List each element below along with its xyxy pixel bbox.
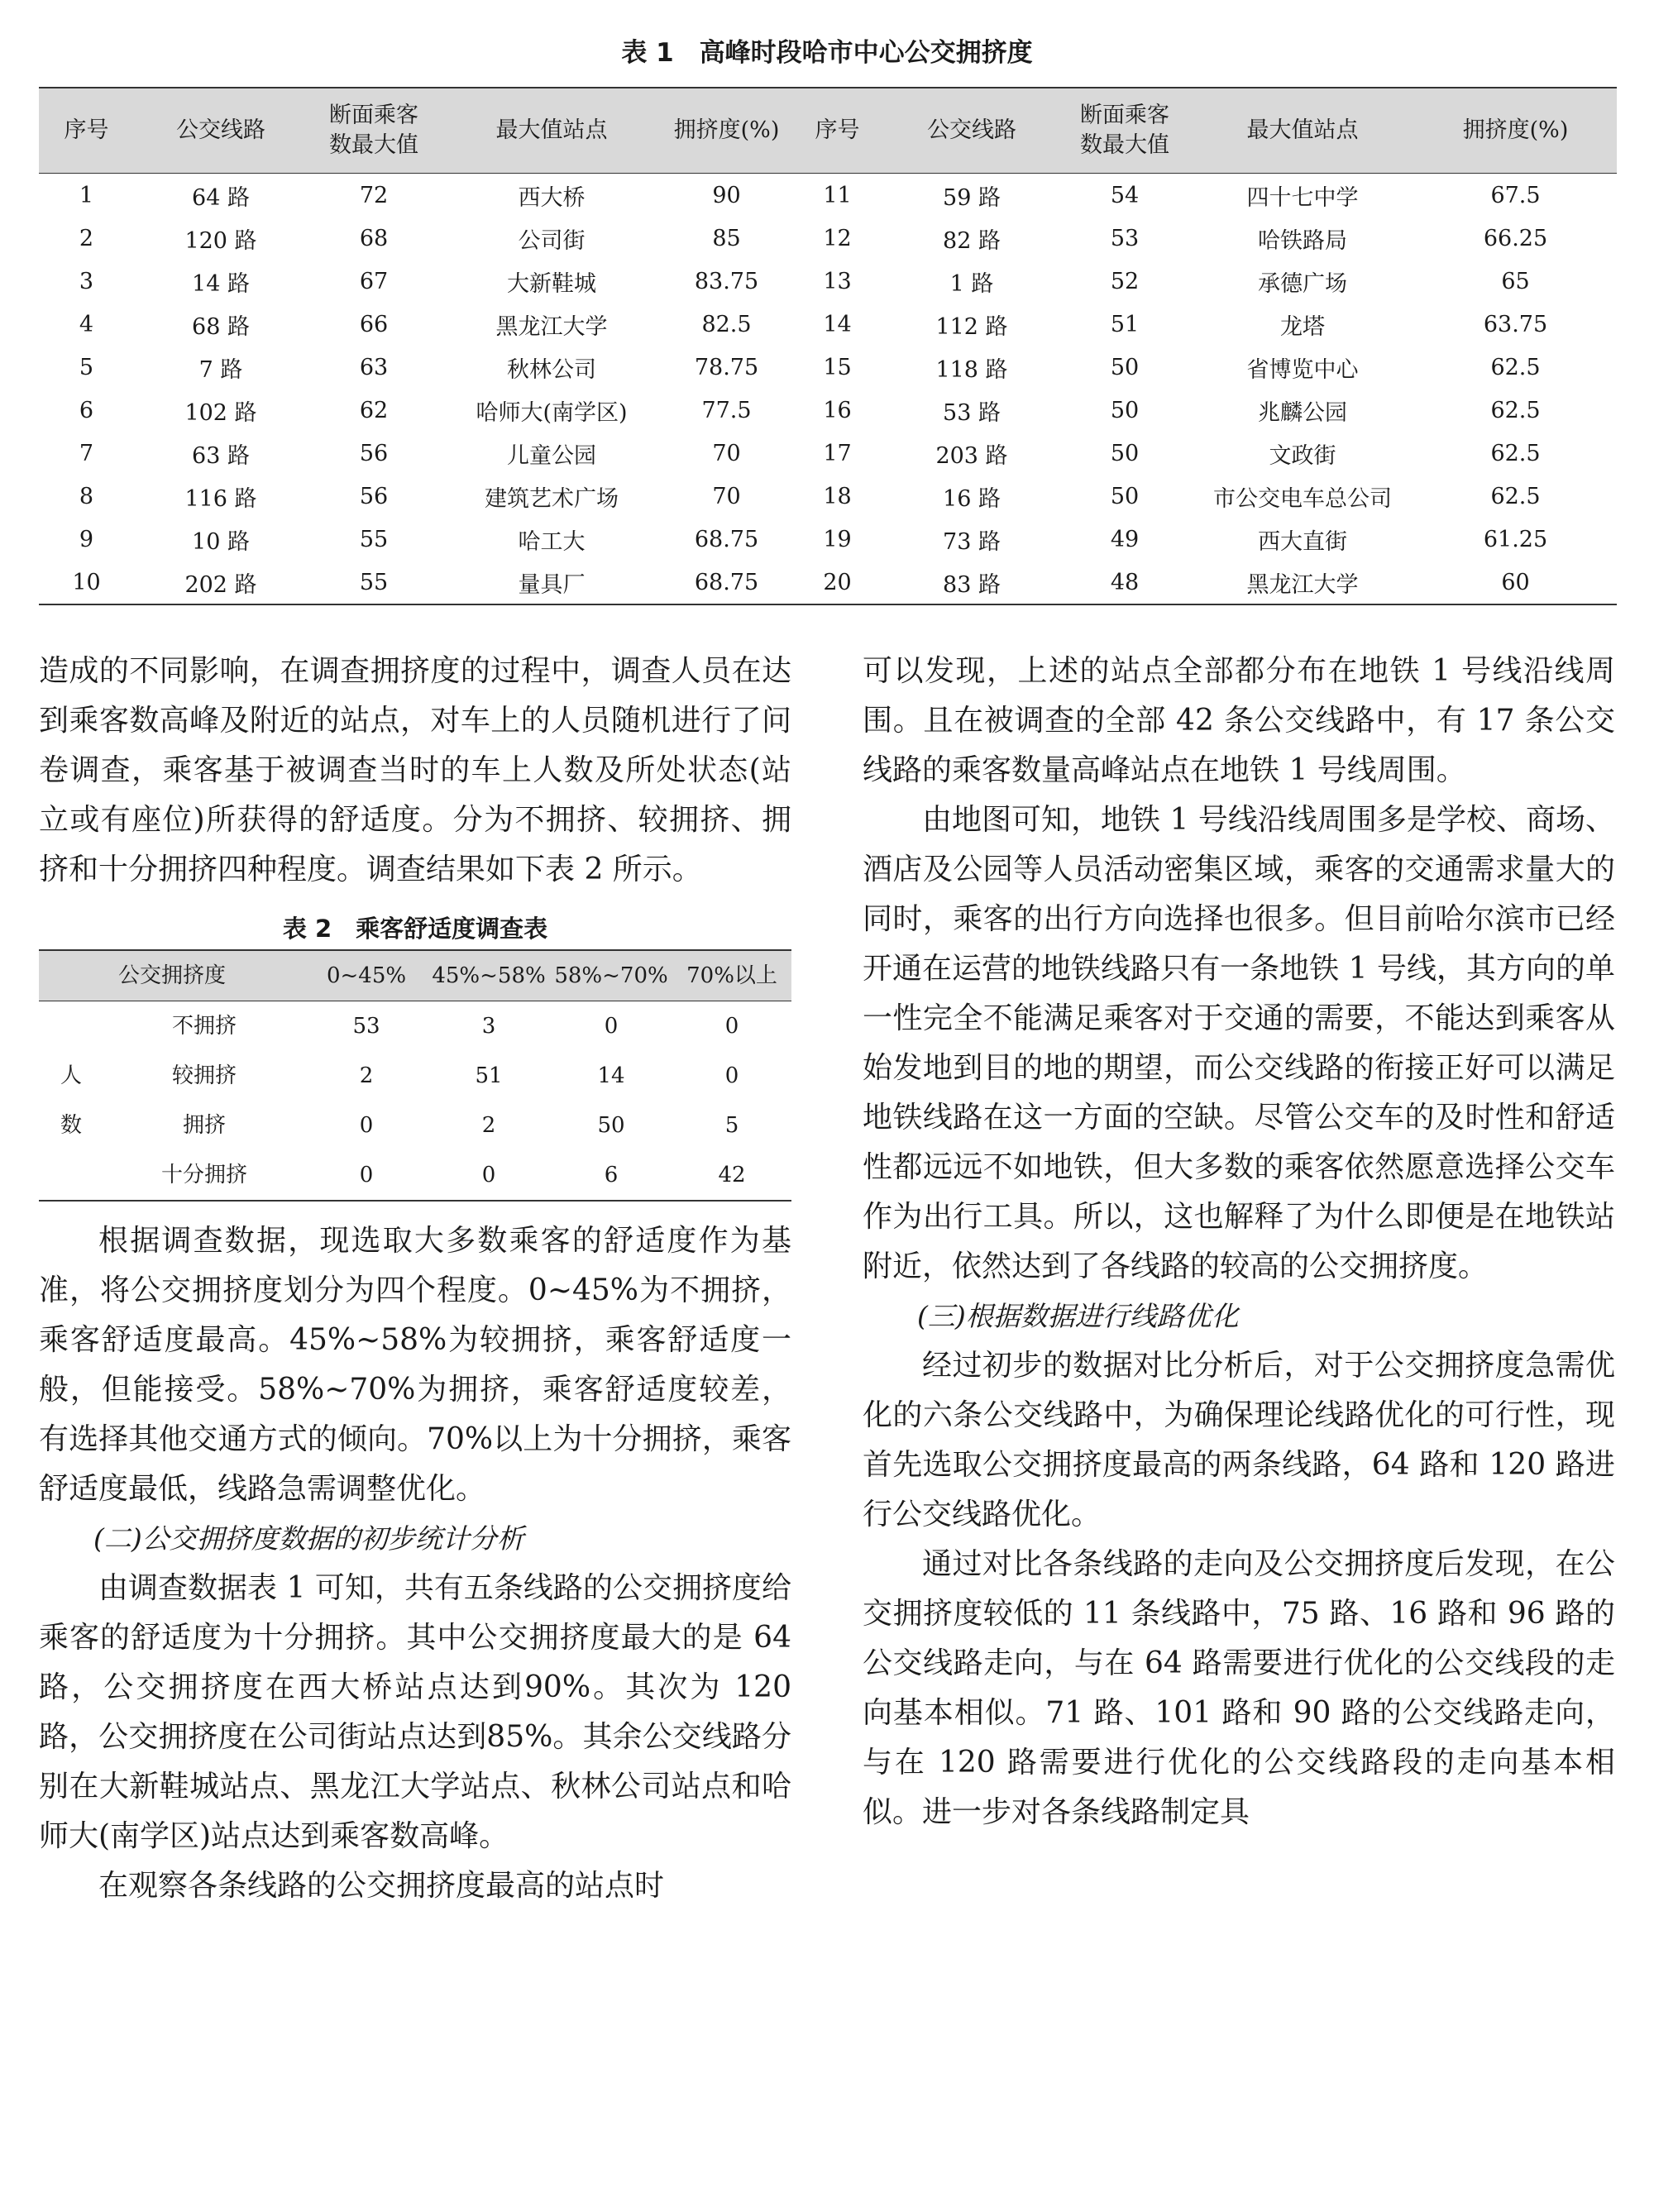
table-cell: 62.5 xyxy=(1490,440,1541,466)
table-cell: 62.5 xyxy=(1490,354,1541,380)
table-cell: 62.5 xyxy=(1490,483,1541,509)
table-cell: 83 路 xyxy=(885,561,1059,604)
table-row xyxy=(39,174,1617,217)
table-cell: 0 xyxy=(724,1014,739,1039)
table-row xyxy=(39,303,1617,346)
table2-header-cell: 45%~58% xyxy=(428,950,550,1001)
table-row xyxy=(39,217,1617,260)
table1-header-cell: 断面乘客数最大值 xyxy=(308,88,440,174)
left-paragraph-4: 在观察各条线路的公交拥挤度最高的站点时 xyxy=(98,1869,665,1903)
table-cell: 50 xyxy=(1110,354,1140,380)
table-cell: 18 xyxy=(823,483,852,509)
table-cell: 63 xyxy=(359,354,389,380)
table2-row-label: 拥挤 xyxy=(183,1113,227,1138)
table-cell: 42 xyxy=(672,1150,791,1201)
table-cell: 112 路 xyxy=(935,313,1008,340)
table-cell: 116 路 xyxy=(184,485,257,512)
table-cell: 68.75 xyxy=(694,526,759,552)
table1-header-cell: 公交线路 xyxy=(885,88,1059,174)
table-cell: 17 xyxy=(823,440,852,466)
table-cell: 14 xyxy=(597,1063,625,1088)
table-cell: 公司街 xyxy=(518,227,586,254)
table-cell: 10 路 xyxy=(192,528,250,555)
table2 xyxy=(39,949,791,1202)
table-cell: 7 xyxy=(79,440,94,466)
table-row xyxy=(39,1051,791,1101)
table1-header-cell: 序号 xyxy=(39,88,134,174)
table2-row-label: 较拥挤 xyxy=(172,1063,237,1088)
table-cell: 0 xyxy=(428,1150,550,1201)
table-row xyxy=(39,432,1617,475)
right-column xyxy=(863,647,1615,1837)
table-cell: 90 xyxy=(712,182,741,208)
left-paragraph-3: 由调查数据表 1 可知，共有五条线路的公交拥挤度给乘客的舒适度为十分拥挤。其中公交拥挤度最大的是 64 路，公交拥挤度在西大桥站点达到90%。其次为 120 路，公交拥挤度在公司街站点达到85%。其余公交线路分别在大新鞋城站点、黑龙江大学站点、秋林公司站点和哈师大(南学区)站点达到乘客数高峰。 xyxy=(39,1571,791,1853)
table-cell: 0 xyxy=(724,1063,739,1088)
table-row xyxy=(39,346,1617,389)
table-cell: 78.75 xyxy=(694,354,759,380)
table-cell: 承德广场 xyxy=(1258,270,1347,297)
table-cell: 68 xyxy=(359,225,389,251)
table-cell: 102 路 xyxy=(184,399,257,426)
section-heading-3: (三)根据数据进行线路优化 xyxy=(917,1300,1239,1332)
table-cell: 4 xyxy=(79,311,94,337)
table-cell: 省博览中心 xyxy=(1246,356,1359,383)
table-cell: 1 xyxy=(79,182,94,208)
table-row xyxy=(39,389,1617,432)
table-cell: 67 xyxy=(359,268,389,294)
table-cell: 16 路 xyxy=(943,485,1001,512)
table-cell: 59 路 xyxy=(943,184,1001,211)
table-cell: 68.75 xyxy=(663,561,790,604)
table-cell: 19 xyxy=(823,526,852,552)
table-cell: 72 xyxy=(359,182,389,208)
table-cell: 62.5 xyxy=(1490,397,1541,423)
table-row xyxy=(39,260,1617,303)
table-cell: 哈铁路局 xyxy=(1258,227,1347,254)
table-cell: 48 xyxy=(1059,561,1191,604)
table2-row-label: 十分拥挤 xyxy=(103,1150,305,1201)
table-cell: 6 xyxy=(79,397,94,423)
table-cell: 大新鞋城 xyxy=(507,270,596,297)
table-row xyxy=(39,561,1617,604)
table-cell: 62 xyxy=(359,397,389,423)
table-cell: 四十七中学 xyxy=(1246,184,1359,211)
table-cell: 2 xyxy=(79,225,94,251)
table-cell: 1 路 xyxy=(949,270,994,297)
table1-header-cell: 最大值站点 xyxy=(1191,88,1414,174)
table2-body xyxy=(39,1001,791,1202)
table-cell: 73 路 xyxy=(943,528,1001,555)
table-cell: 66.25 xyxy=(1483,225,1548,251)
table2-header-row xyxy=(39,950,791,1001)
table-cell: 7 路 xyxy=(198,356,243,383)
table-cell: 市公交电车总公司 xyxy=(1213,485,1392,512)
left-paragraph-1: 造成的不同影响，在调查拥挤度的过程中，调查人员在达到乘客数高峰及附近的站点，对车上的人员随机进行了问卷调查，乘客基于被调查当时的车上人数及所处状态(站立或有座位)所获得的舒适度。分为不拥挤、较拥挤、拥挤和十分拥挤四种程度。调查结果如下表 2 所示。 xyxy=(39,654,791,886)
right-paragraph-1: 可以发现，上述的站点全部都分布在地铁 1 号线沿线周围。且在被调查的全部 42 条公交线路中，有 17 条公交线路的乘客数量高峰站点在地铁 1 号线周围。 xyxy=(863,654,1615,787)
table-cell: 12 xyxy=(823,225,852,251)
table1-header-row xyxy=(39,88,1617,174)
table-cell: 60 xyxy=(1414,561,1617,604)
table-cell: 西大直街 xyxy=(1258,528,1347,555)
table-row xyxy=(39,1150,791,1201)
table-cell: 16 xyxy=(823,397,852,423)
table-cell: 63.75 xyxy=(1483,311,1548,337)
right-paragraph-4: 通过对比各条线路的走向及公交拥挤度后发现，在公交拥挤度较低的 11 条线路中，75 路、16 路和 96 路的公交线路走向，与在 64 路需要进行优化的公交线段的走向基本相似。71 路、101 路和 90 路的公交线路走向，与在 120 路需要进行优化的公交线路段的走向基本相似。进一步对各条线路制定具 xyxy=(863,1547,1615,1829)
table-cell: 5 xyxy=(79,354,94,380)
table-cell: 51 xyxy=(475,1063,503,1088)
table-cell: 50 xyxy=(1110,440,1140,466)
table-cell: 14 xyxy=(823,311,852,337)
table1 xyxy=(39,87,1617,605)
table-row xyxy=(39,518,1617,561)
table1-header-cell: 拥挤度(%) xyxy=(1414,88,1617,174)
table2-group-cell: 数 xyxy=(60,1113,82,1138)
table-cell: 118 路 xyxy=(935,356,1008,383)
table-cell: 哈工大 xyxy=(518,528,586,555)
table-cell: 8 xyxy=(79,483,94,509)
table-cell: 5 xyxy=(724,1113,739,1138)
table-cell: 83.75 xyxy=(694,268,759,294)
table-cell: 53 xyxy=(1110,225,1140,251)
table2-group-cell: 人 xyxy=(60,1063,82,1088)
table-cell: 15 xyxy=(823,354,852,380)
table-cell: 秋林公司 xyxy=(507,356,596,383)
table-row xyxy=(39,1101,791,1150)
table-cell: 14 路 xyxy=(192,270,250,297)
table-cell: 120 路 xyxy=(184,227,257,254)
table-cell: 51 xyxy=(1110,311,1140,337)
table-cell: 9 xyxy=(79,526,94,552)
table-cell: 3 xyxy=(481,1014,496,1039)
table-cell: 西大桥 xyxy=(518,184,586,211)
right-paragraph-2: 由地图可知，地铁 1 号线沿线周围多是学校、商场、酒店及公园等人员活动密集区域，乘客的交通需求量大的同时，乘客的出行方向选择也很多。但目前哈尔滨市已经开通在运营的地铁线路只有一条地铁 1 号线，其方向的单一性完全不能满足乘客对于交通的需要，不能达到乘客从始发地到目的地的期望，而公交线路的衔接正好可以满足地铁线路在这一方面的空缺。尽管公交车的及时性和舒适性都远远不如地铁，但大多数的乘客依然愿意选择公交车作为出行工具。所以，这也解释了为什么即便是在地铁站附近，依然达到了各线路的较高的公交拥挤度。 xyxy=(863,803,1615,1283)
table-cell: 量具厂 xyxy=(440,561,663,604)
table-cell: 13 xyxy=(823,268,852,294)
table-row xyxy=(39,1001,791,1052)
table-cell: 82 路 xyxy=(943,227,1001,254)
table2-group-cell xyxy=(39,1150,103,1201)
table1-header-cell: 断面乘客数最大值 xyxy=(1059,88,1191,174)
table-cell: 49 xyxy=(1110,526,1140,552)
right-paragraph-3: 经过初步的数据对比分析后，对于公交拥挤度急需优化的六条公交线路中，为确保理论线路优化的可行性，现首先选取公交拥挤度最高的两条线路，64 路和 120 路进行公交线路优化。 xyxy=(863,1349,1615,1531)
table2-row-label: 不拥挤 xyxy=(172,1014,237,1039)
table-cell: 儿童公园 xyxy=(507,442,596,469)
table-cell: 黑龙江大学 xyxy=(1191,561,1414,604)
table-cell: 56 xyxy=(359,440,389,466)
table2-header-cell: 58%~70% xyxy=(550,950,672,1001)
table-cell: 50 xyxy=(1110,483,1140,509)
table2-header-cell: 0~45% xyxy=(305,950,428,1001)
table-cell: 56 xyxy=(359,483,389,509)
table-cell: 61.25 xyxy=(1483,526,1548,552)
table-cell: 55 xyxy=(359,526,389,552)
table-cell: 70 xyxy=(712,440,741,466)
table-cell: 53 xyxy=(352,1014,380,1039)
table-cell: 82.5 xyxy=(701,311,752,337)
table2-caption: 表 2 乘客舒适度调查表 xyxy=(282,915,548,943)
table-cell: 11 xyxy=(823,182,852,208)
table-cell: 3 xyxy=(79,268,94,294)
table-cell: 10 xyxy=(39,561,134,604)
table-cell: 50 xyxy=(1110,397,1140,423)
table2-group-cell xyxy=(39,1001,103,1052)
table-cell: 85 xyxy=(712,225,741,251)
table-cell: 65 xyxy=(1501,268,1530,294)
table-cell: 54 xyxy=(1110,182,1140,208)
table-cell: 70 xyxy=(712,483,741,509)
table-cell: 0 xyxy=(359,1113,374,1138)
table-cell: 哈师大(南学区) xyxy=(476,399,628,426)
table-cell: 6 xyxy=(550,1150,672,1201)
table1-header-cell: 最大值站点 xyxy=(440,88,663,174)
table-cell: 63 路 xyxy=(192,442,250,469)
table-cell: 文政街 xyxy=(1269,442,1336,469)
table-cell: 77.5 xyxy=(701,397,752,423)
table1-header-cell: 公交线路 xyxy=(134,88,308,174)
left-column xyxy=(39,647,791,1911)
table-cell: 203 路 xyxy=(935,442,1008,469)
table-cell: 20 xyxy=(790,561,885,604)
table-cell: 黑龙江大学 xyxy=(495,313,608,340)
left-paragraph-2: 根据调查数据，现选取大多数乘客的舒适度作为基准，将公交拥挤度划分为四个程度。0~45%为不拥挤，乘客舒适度最高。45%~58%为较拥挤，乘客舒适度一般，但能接受。58%~70%为拥挤，乘客舒适度较差，有选择其他交通方式的倾向。70%以上为十分拥挤，乘客舒适度最低，线路急需调整优化。 xyxy=(39,1224,791,1506)
table-cell: 50 xyxy=(597,1113,625,1138)
table-cell: 67.5 xyxy=(1490,182,1541,208)
table-cell: 0 xyxy=(305,1150,428,1201)
table-cell: 2 xyxy=(481,1113,496,1138)
table2-header-cell: 公交拥挤度 xyxy=(39,950,305,1001)
table-cell: 2 xyxy=(359,1063,374,1088)
table1-header-cell: 序号 xyxy=(790,88,885,174)
table-row xyxy=(39,475,1617,518)
table-cell: 52 xyxy=(1110,268,1140,294)
table1-caption: 表 1 高峰时段哈市中心公交拥挤度 xyxy=(621,38,1033,68)
table-cell: 55 xyxy=(308,561,440,604)
table1-body xyxy=(39,174,1617,605)
table-cell: 64 路 xyxy=(192,184,250,211)
table-cell: 66 xyxy=(359,311,389,337)
table-cell: 0 xyxy=(604,1014,619,1039)
table-cell: 68 路 xyxy=(192,313,250,340)
section-heading-2: (二)公交拥挤度数据的初步统计分析 xyxy=(93,1522,524,1555)
table-cell: 53 路 xyxy=(943,399,1001,426)
table-cell: 202 路 xyxy=(134,561,308,604)
table2-header-cell: 70%以上 xyxy=(672,950,791,1001)
table1-header-cell: 拥挤度(%) xyxy=(663,88,790,174)
table-cell: 龙塔 xyxy=(1280,313,1325,340)
table-cell: 兆麟公园 xyxy=(1258,399,1347,426)
table-cell: 建筑艺术广场 xyxy=(485,485,619,512)
